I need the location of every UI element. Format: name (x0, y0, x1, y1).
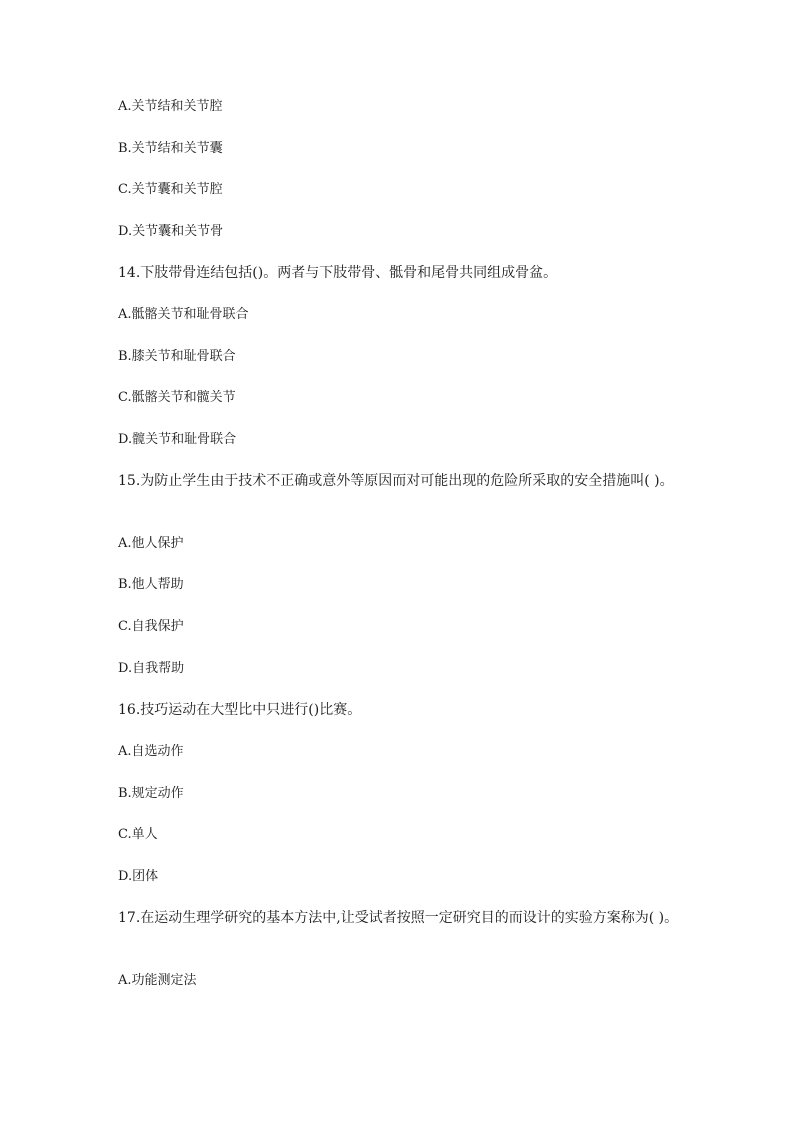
q17-stem: 17.在运动生理学研究的基本方法中,让受试者按照一定研究目的而设计的实验方案称为( )。 (118, 910, 679, 926)
q15-stem: 15.为防止学生由于技术不正确或意外等原因而对可能出现的危险所采取的安全措施叫( )。 (118, 473, 674, 489)
q13-option-a: A.关节结和关节腔 (118, 99, 223, 114)
q14-option-c: C.骶髂关节和髋关节 (118, 390, 236, 405)
q16-option-c: C.单人 (118, 827, 158, 842)
q17-option-a: A.功能测定法 (118, 973, 197, 988)
q14-option-a: A.骶髂关节和耻骨联合 (118, 307, 249, 322)
q15-option-d: D.自我帮助 (118, 661, 185, 676)
q14-option-d: D.髋关节和耻骨联合 (118, 432, 237, 447)
q15-option-a: A.他人保护 (118, 536, 184, 551)
q13-option-d: D.关节囊和关节骨 (118, 224, 224, 239)
q13-option-b: B.关节结和关节囊 (118, 141, 223, 156)
q16-option-b: B.规定动作 (118, 786, 184, 801)
q14-stem: 14.下肢带骨连结包括()。两者与下肢带骨、骶骨和尾骨共同组成骨盆。 (118, 265, 558, 281)
q15-option-b: B.他人帮助 (118, 577, 184, 592)
q14-option-b: B.膝关节和耻骨联合 (118, 349, 236, 364)
q16-stem: 16.技巧运动在大型比中只进行()比赛。 (118, 702, 362, 718)
q13-option-c: C.关节囊和关节腔 (118, 182, 223, 197)
q16-option-d: D.团体 (118, 869, 159, 884)
q16-option-a: A.自选动作 (118, 744, 184, 759)
q15-option-c: C.自我保护 (118, 619, 184, 634)
